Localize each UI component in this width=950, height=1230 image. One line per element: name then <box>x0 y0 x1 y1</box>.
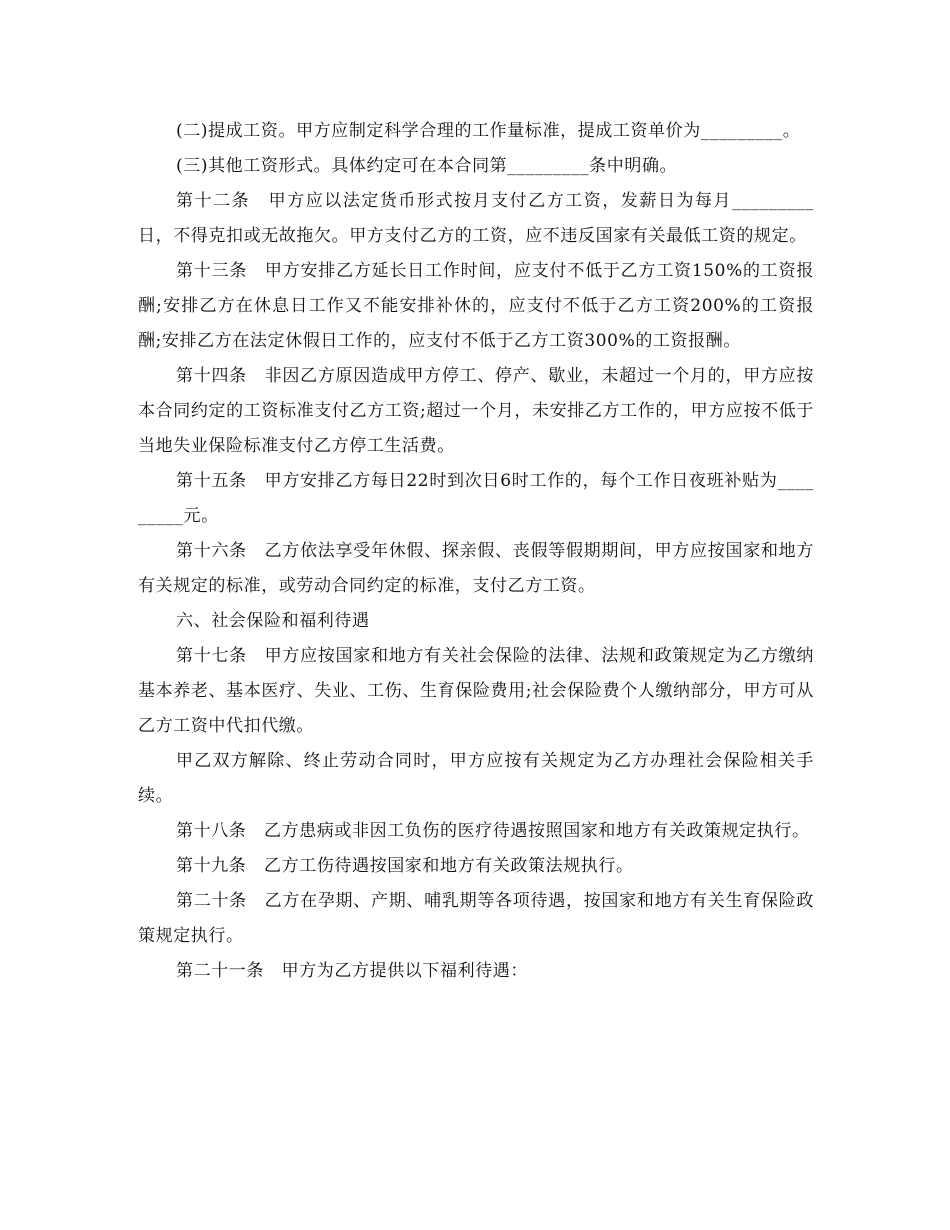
paragraph-termination-insurance: 甲乙双方解除、终止劳动合同时，甲方应按有关规定为乙方办理社会保险相关手续。 <box>138 751 814 806</box>
paragraph-article-16: 第十六条 乙方依法享受年休假、探亲假、丧假等假期期间，甲方应按国家和地方有关规定的标准，或劳动合同约定的标准，支付乙方工资。 <box>138 541 814 596</box>
section-heading-social-insurance: 六、社会保险和福利待遇 <box>176 611 370 631</box>
paragraph-article-19: 第十九条 乙方工伤待遇按国家和地方有关政策法规执行。 <box>176 856 634 876</box>
paragraph-article-20: 第二十条 乙方在孕期、产期、哺乳期等各项待遇，按国家和地方有关生育保险政策规定执行。 <box>138 891 814 946</box>
document-body <box>138 114 814 989</box>
paragraph-other-wage: (三)其他工资形式。具体约定可在本合同第_________条中明确。 <box>176 156 678 176</box>
paragraph-article-15: 第十五条 甲方安排乙方每日22时到次日6时工作的，每个工作日夜班补贴为_________元。 <box>138 471 814 526</box>
paragraph-article-21: 第二十一条 甲方为乙方提供以下福利待遇： <box>176 961 528 981</box>
paragraph-article-12: 第十二条 甲方应以法定货币形式按月支付乙方工资，发薪日为每月_________日，不得克扣或无故拖欠。甲方支付乙方的工资，应不违反国家有关最低工资的规定。 <box>138 191 814 246</box>
paragraph-article-18: 第十八条 乙方患病或非因工负伤的医疗待遇按照国家和地方有关政策规定执行。 <box>176 821 810 841</box>
paragraph-article-17: 第十七条 甲方应按国家和地方有关社会保险的法律、法规和政策规定为乙方缴纳基本养老、基本医疗、失业、工伤、生育保险费用;社会保险费个人缴纳部分，甲方可从乙方工资中代扣代缴。 <box>138 646 814 736</box>
paragraph-article-13: 第十三条 甲方安排乙方延长日工作时间，应支付不低于乙方工资150%的工资报酬;安排乙方在休息日工作又不能安排补休的，应支付不低于乙方工资200%的工资报酬;安排乙方在法定休假日工作的，应支付不低于乙方工资300%的工资报酬。 <box>138 261 814 351</box>
paragraph-article-14: 第十四条 非因乙方原因造成甲方停工、停产、歇业，未超过一个月的，甲方应按本合同约定的工资标准支付乙方工资;超过一个月，未安排乙方工作的，甲方应按不低于当地失业保险标准支付乙方停工生活费。 <box>138 366 814 456</box>
paragraph-commission-wage: (二)提成工资。甲方应制定科学合理的工作量标准，提成工资单价为_________。 <box>176 121 801 141</box>
